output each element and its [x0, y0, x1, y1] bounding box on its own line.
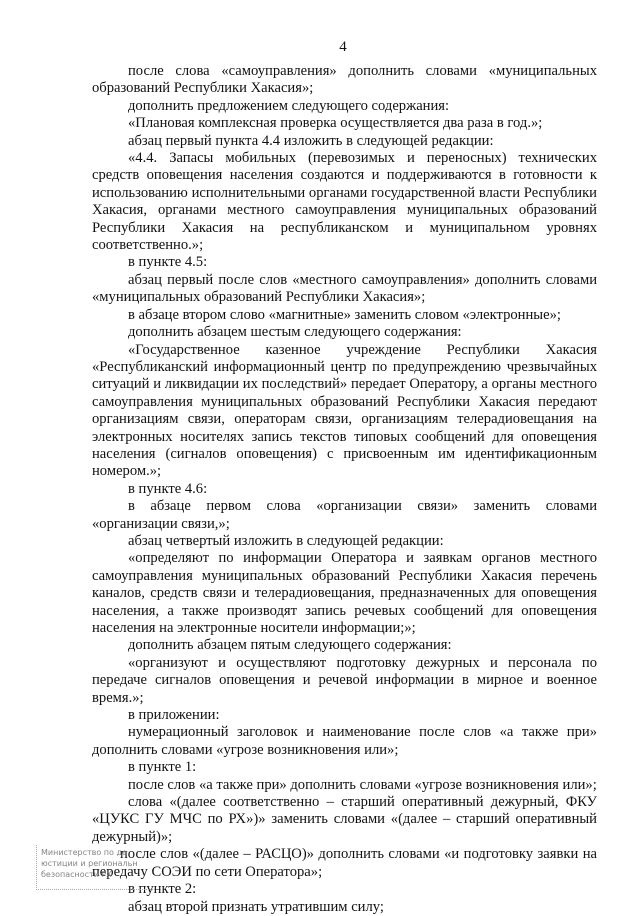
- page-number: 4: [339, 39, 347, 55]
- paragraph: абзац первый пункта 4.4 изложить в следующей редакции:: [128, 132, 494, 149]
- paragraph: «определяют по информации Оператора и заявкам органов местного самоуправления муниципальных образований Республики Хакасия перечень каналов, средств связи и телерадиовещания, предназначенных для оповещения населения, а также производят запись речевых сообщений для оповещения населения на электронные носители информации;»;: [92, 550, 597, 636]
- paragraph: в пункте 1:: [128, 759, 197, 776]
- stamp-line: Министерство по де: [41, 848, 127, 857]
- document-body: [92, 63, 597, 916]
- paragraph: абзац четвертый изложить в следующей редакции:: [128, 532, 444, 549]
- paragraph: «организуют и осуществляют подготовку дежурных и персонала по передаче сигналов оповещения и речевой информации в мирное и военное время.»;: [92, 654, 597, 706]
- paragraph: абзац второй признать утратившим силу;: [128, 898, 384, 915]
- paragraph: «Государственное казенное учреждение Республики Хакасия «Республиканский информационный центр по предупреждению чрезвычайных ситуаций и ликвидации их последствий» передает Оператору, а органы местного самоуправления муниципальных образований Республики Хакасия передают организациям связи, операторам связи, организациям телерадиовещания на электронных носителях запись текстов типовых сообщений для оповещения населения (сигналов оповещения) с присвоенным им идентификационным номером.»;: [92, 341, 597, 480]
- paragraph: в пункте 4.5:: [128, 254, 208, 271]
- paragraph: слова «(далее соответственно – старший оперативный дежурный, ФКУ «ЦУКС ГУ МЧС по РХ»)» заменить словами «(далее – старший оперативный дежурный)»;: [92, 794, 597, 845]
- paragraph: дополнить абзацем шестым следующего содержания:: [128, 324, 462, 341]
- stamp-line: безопасности РХ: [41, 870, 112, 879]
- paragraph: нумерационный заголовок и наименование после слов «а также при» дополнить словами «угрозе возникновения или»;: [92, 724, 597, 758]
- paragraph: после слов «а также при» дополнить словами «угрозе возникновения или»;: [128, 776, 597, 793]
- paragraph: в абзаце первом слова «организации связи» заменить словами «организации связи,»;: [92, 498, 597, 532]
- paragraph: в пункте 2:: [128, 881, 197, 898]
- paragraph: в приложении:: [128, 707, 220, 724]
- paragraph: дополнить предложением следующего содержания:: [128, 97, 450, 114]
- paragraph: в пункте 4.6:: [128, 480, 208, 497]
- paragraph: «4.4. Запасы мобильных (перевозимых и переносных) технических средств оповещения населения создаются и поддерживаются в готовности к использованию исполнительными органами государственной власти Республики Хакасия, органами местного самоуправления муниципальных образований Республики Хакасия на республиканском и муниципальном уровнях соответственно.»;: [92, 150, 597, 254]
- paragraph: в абзаце втором слово «магнитные» заменить словом «электронные»;: [128, 306, 561, 323]
- paragraph: после слова «самоуправления» дополнить словами «муниципальных образований Республики Хакасия»;: [92, 63, 597, 97]
- paragraph: дополнить абзацем пятым следующего содержания:: [128, 637, 452, 654]
- registration-stamp: [36, 845, 161, 890]
- paragraph: после слов «(далее – РАСЦО)» дополнить словами «и подготовку заявки на передачу СОЭИ по сети Оператора»;: [92, 846, 597, 880]
- paragraph: «Плановая комплексная проверка осуществляется два раза в год.»;: [128, 115, 543, 132]
- paragraph: абзац первый после слов «местного самоуправления» дополнить словами «муниципальных образований Республики Хакасия»;: [92, 271, 597, 306]
- stamp-line: юстиции и региональн: [41, 859, 138, 868]
